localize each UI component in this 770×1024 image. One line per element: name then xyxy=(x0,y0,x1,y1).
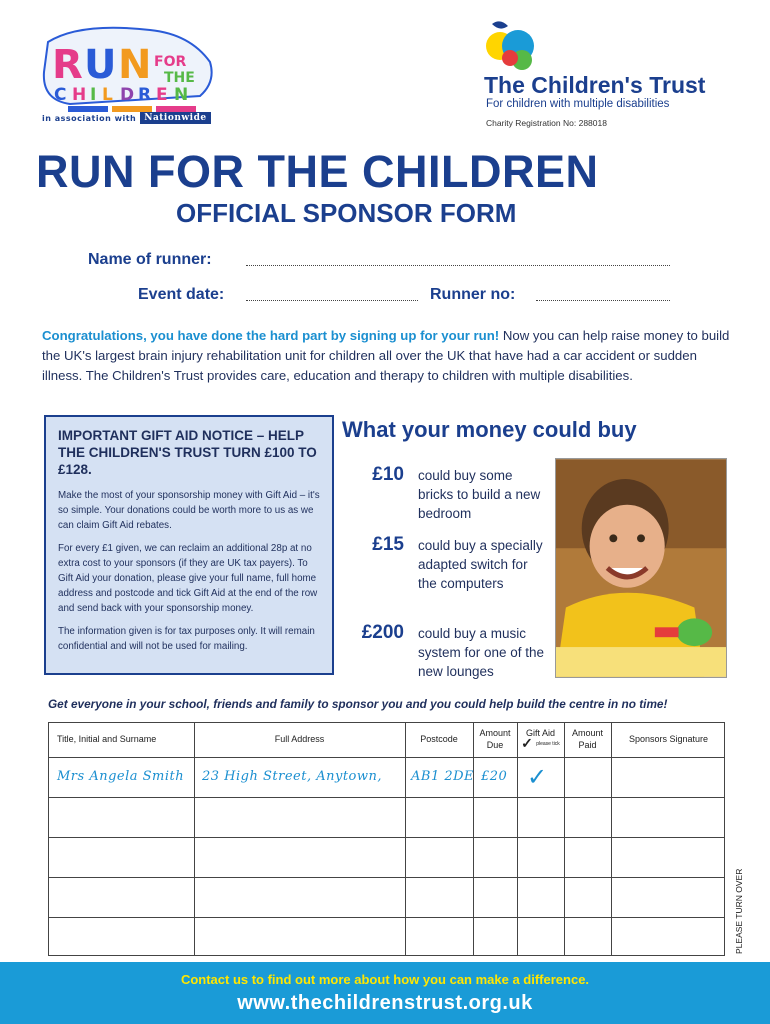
child-photo xyxy=(555,458,727,678)
money-title: What your money could buy xyxy=(342,417,637,442)
association-text: in association with xyxy=(42,113,137,123)
logo-for: FOR xyxy=(154,54,187,70)
page-title: RUN FOR THE CHILDREN xyxy=(36,146,599,197)
header-amount-paid: Amount Paid xyxy=(571,728,604,750)
logo-letter-n: N xyxy=(118,42,152,88)
intro-body: Now you can help raise money to build the UK's largest brain injury rehabilitation unit for children all over the UK that have had a car accident or sudden illness. The Children's Trust provides care, education and therapy to children with multiple disabilities. xyxy=(42,328,730,383)
gift-aid-paragraph: For every £1 given, we can reclaim an additional 28p at no extra cost to your sponsors (if they are UK tax payers). To Gift Aid your donation, please give your full name, full home address and postcode and tick Gift Aid at the end of the row and send back with your sponsorship money. xyxy=(58,543,318,614)
logo-letter: D xyxy=(120,85,135,105)
gift-aid-notice xyxy=(44,415,334,675)
example-address: 23 High Street, Anytown, xyxy=(202,769,383,784)
runner-no-label: Runner no: xyxy=(430,286,516,303)
logo-letter-r: R xyxy=(52,42,83,88)
footer-contact-text: Contact us to find out more about how you can make a difference. xyxy=(180,972,590,987)
logo-letter: I xyxy=(90,85,97,105)
table-row-line xyxy=(49,757,724,758)
logo-letter: L xyxy=(102,85,113,105)
logo-letter: N xyxy=(174,85,189,105)
nationwide-logo: Nationwide xyxy=(140,112,210,124)
amount-label: £200 xyxy=(361,622,404,643)
table-row-line xyxy=(49,917,724,918)
event-date-label: Event date: xyxy=(138,286,225,303)
header-gift-note: please tick xyxy=(536,741,560,747)
header-postcode: Postcode xyxy=(420,734,458,744)
sponsor-table xyxy=(48,722,725,956)
header-amount-due: Amount Due xyxy=(479,728,511,750)
header-gift-aid: Gift Aid xyxy=(525,728,555,738)
association-line xyxy=(42,112,211,124)
logo-letter: R xyxy=(138,85,152,105)
gift-aid-paragraph: The information given is for tax purposes only. It will remain confidential and will not be used for mailing. xyxy=(58,626,315,652)
trust-tagline: For children with multiple disabilities xyxy=(486,98,670,110)
table-row-line xyxy=(49,877,724,878)
trust-name: The Children's Trust xyxy=(484,72,706,98)
example-name: Mrs Angela Smith xyxy=(57,769,185,784)
logo-letter: C xyxy=(54,85,67,105)
logo-letter: E xyxy=(156,85,168,105)
sponsor-tagline: Get everyone in your school, friends and family to sponsor you and you could help build the centre in no time! xyxy=(48,697,668,711)
tick-icon: ✓ xyxy=(521,735,533,751)
footer-banner xyxy=(0,962,770,1024)
footer-website-link[interactable]: www.thechildrenstrust.org.uk xyxy=(237,992,533,1014)
turn-over-note: PLEASE TURN OVER xyxy=(734,868,744,954)
gift-aid-paragraph: Make the most of your sponsorship money with Gift Aid – it's so simple. Your donations could be worth more to us as we can claim Gift Aid rebates. xyxy=(58,490,320,531)
charity-registration: Charity Registration No: 288018 xyxy=(486,118,607,128)
header-address: Full Address xyxy=(274,734,325,744)
table-row-line xyxy=(49,797,724,798)
event-date-field[interactable] xyxy=(246,300,418,301)
runner-no-field[interactable] xyxy=(536,300,670,301)
header-name: Title, Initial and Surname xyxy=(57,734,157,744)
example-gift-aid-tick: ✓ xyxy=(527,763,548,791)
table-row-line xyxy=(49,837,724,838)
logo-letter-u: U xyxy=(84,42,117,88)
logo-letter: H xyxy=(72,85,87,105)
amount-label: £15 xyxy=(372,534,404,555)
amount-label: £10 xyxy=(372,464,404,485)
header-signature: Sponsors Signature xyxy=(628,734,709,744)
runner-name-label: Name of runner: xyxy=(88,251,212,268)
amount-description: could buy a specially adapted switch for the computers xyxy=(418,538,543,591)
amount-description: could buy a music system for one of the new lounges xyxy=(418,626,545,679)
example-amount-due: £20 xyxy=(481,769,508,784)
gift-aid-heading: IMPORTANT GIFT AID NOTICE – HELP THE CHILDREN'S TRUST TURN £100 TO £128. xyxy=(58,428,317,477)
runner-name-field[interactable] xyxy=(246,265,670,266)
logo-the: THE xyxy=(164,70,195,86)
intro-highlight: Congratulations, you have done the hard part by signing up for your run! xyxy=(42,328,500,343)
page-subtitle: OFFICIAL SPONSOR FORM xyxy=(176,198,517,228)
intro-paragraph xyxy=(42,326,732,386)
example-postcode: AB1 2DE xyxy=(411,769,475,784)
amount-description: could buy some bricks to build a new bedroom xyxy=(418,468,541,521)
